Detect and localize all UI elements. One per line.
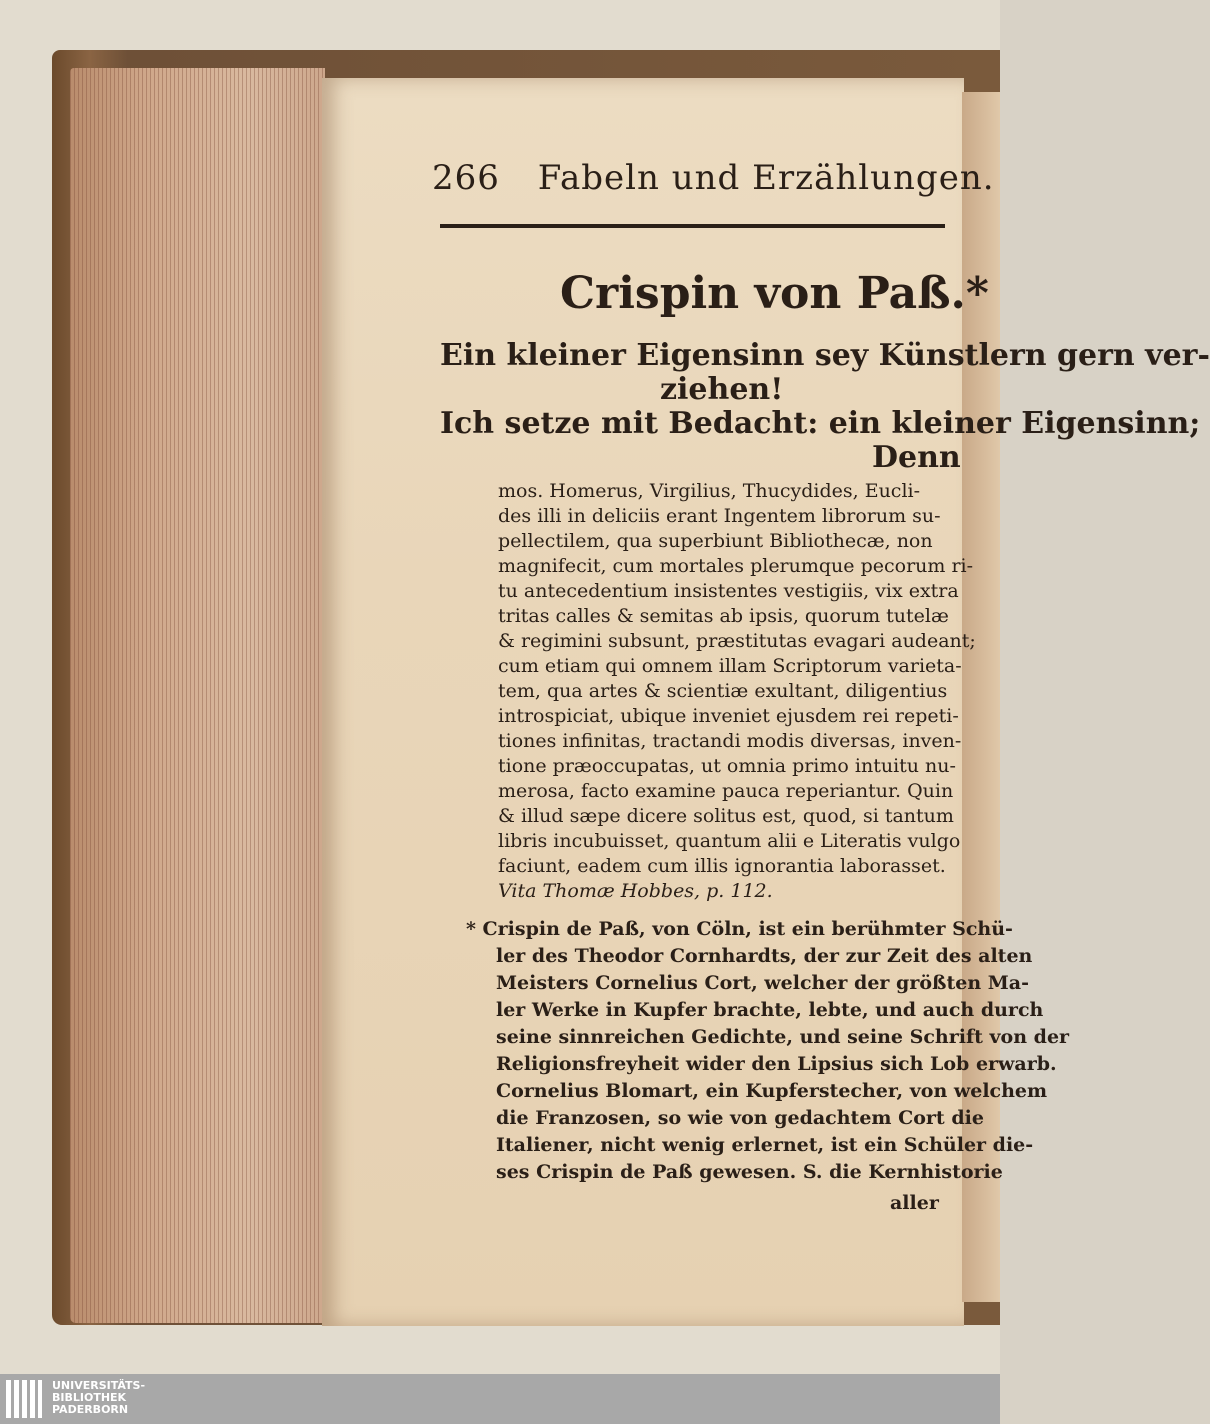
footnote-line: ler des Theodor Cornhardts, der zur Zeit des alten — [496, 945, 1033, 967]
latin-note-line: des illi in deliciis erant Ingentem librorum su- — [498, 505, 941, 527]
footnote-line: ler Werke in Kupfer brachte, lebte, und auch durch — [496, 999, 1044, 1021]
latin-note-line: & illud sæpe dicere solitus est, quod, si tantum — [498, 805, 954, 827]
footnote-line: seine sinnreichen Gedichte, und seine Schrift von der — [496, 1026, 1070, 1048]
library-logo-icon — [4, 1378, 44, 1420]
footnote-line: ses Crispin de Paß gewesen. S. die Kernhistorie — [496, 1161, 1003, 1183]
verse-line: ziehen! — [660, 372, 784, 407]
latin-note-line: & regimini subsunt, præstitutas evagari audeant; — [498, 630, 976, 652]
footnote-line: Religionsfreyheit wider den Lipsius sich Lob erwarb. — [496, 1053, 1057, 1075]
library-name-line: PADERBORN — [52, 1403, 129, 1416]
latin-note-line: merosa, facto examine pauca reperiantur. Quin — [498, 780, 954, 802]
latin-note-line: mos. Homerus, Virgilius, Thucydides, Eucli- — [498, 480, 921, 502]
verse-line: Ein kleiner Eigensinn sey Künstlern gern ver- — [440, 338, 1210, 373]
library-name-line: UNIVERSITÄTS- — [52, 1379, 146, 1392]
latin-note-line: tritas calles & semitas ab ipsis, quorum tutelæ — [498, 605, 949, 627]
latin-note-line: introspiciat, ubique inveniet ejusdem rei repeti- — [498, 705, 959, 727]
latin-note-line: pellectilem, qua superbiunt Bibliothecæ, non — [498, 530, 933, 552]
footnote-line: die Franzosen, so wie von gedachtem Cort die — [496, 1107, 984, 1129]
footnote-line: * Crispin de Paß, von Cöln, ist ein berühmter Schü- — [466, 918, 1013, 940]
running-title: Fabeln und Erzählungen. — [537, 158, 995, 198]
latin-note-line: tiones infinitas, tractandi modis diversas, inven- — [498, 730, 962, 752]
verse-line: Denn — [872, 440, 961, 475]
latin-note-line: libris incubuisset, quantum alii e Literatis vulgo — [498, 830, 961, 852]
latin-note-line: tem, qua artes & scientiæ exultant, diligentius — [498, 680, 948, 702]
latin-note-line: tione præoccupatas, ut omnia primo intuitu nu- — [498, 755, 956, 777]
footnote-line: Cornelius Blomart, ein Kupferstecher, von welchem — [496, 1080, 1048, 1102]
catchword: aller — [890, 1192, 939, 1214]
page-number: 266 — [432, 158, 500, 198]
running-head — [432, 158, 995, 198]
library-name — [52, 1380, 145, 1416]
library-name-line: BIBLIOTHEK — [52, 1391, 127, 1404]
library-footer-bar — [0, 1374, 1000, 1424]
latin-note-source: Vita Thomæ Hobbes, p. 112. — [498, 880, 773, 902]
footnote-line: Meisters Cornelius Cort, welcher der größten Ma- — [496, 972, 1029, 994]
poem-title: Crispin von Paß.* — [560, 268, 989, 319]
latin-note-line: faciunt, eadem cum illis ignorantia laborasset. — [498, 855, 946, 877]
header-rule — [440, 224, 945, 228]
footnote-line: Italiener, nicht wenig erlernet, ist ein Schüler die- — [496, 1134, 1034, 1156]
latin-note-line: tu antecedentium insistentes vestigiis, vix extra — [498, 580, 959, 602]
latin-note-line: magnifecit, cum mortales plerumque pecorum ri- — [498, 555, 974, 577]
verse-line: Ich setze mit Bedacht: ein kleiner Eigensinn; — [440, 406, 1201, 441]
latin-note-line: cum etiam qui omnem illam Scriptorum varieta- — [498, 655, 962, 677]
page-edges — [70, 68, 325, 1323]
